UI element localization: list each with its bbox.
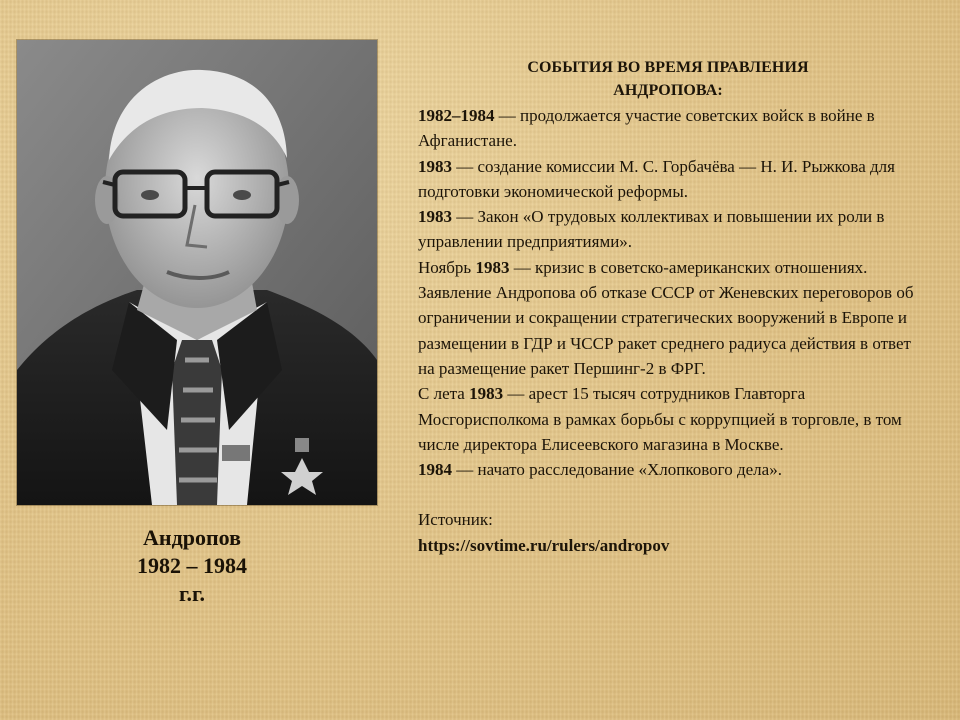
event-date: 1983 xyxy=(418,207,452,227)
caption-years: 1982 – 1984 xyxy=(137,553,247,578)
event-date: 1984 xyxy=(418,460,452,480)
event-text: — продолжается участие советских войск в войне в Афганистане. xyxy=(418,106,875,151)
source-label: Источник: xyxy=(418,510,493,530)
portrait-photo xyxy=(17,40,377,505)
event-date: 1983 xyxy=(469,384,504,404)
event-prefix: Ноябрь xyxy=(418,257,476,277)
event-item xyxy=(418,457,918,482)
event-text: — создание комиссии М. С. Горбачёва — Н. И. Рыжкова для подготовки экономической реформы. xyxy=(418,156,895,201)
event-item xyxy=(418,154,918,205)
portrait-caption xyxy=(92,524,292,608)
event-text: — арест 15 тысяч сотрудников Главторга Мосгорисполкома в рамках борьбы с коррупцией в торговле, в том числе директора Елисеевского магазина в Москве. xyxy=(418,384,902,454)
event-text: — Закон «О трудовых коллективах и повышении их роли в управлении предприятиями». xyxy=(418,207,885,252)
event-text: — кризис в советско-американских отношениях. Заявление Андропова об отказе СССР от Женевских переговоров об ограничении и сокращении стратегических вооружений в Европе и размещении в ГДР и ЧССР ракет среднего радиуса действия в ответ на размещение ракет Першинг-2 в ФРГ. xyxy=(418,257,914,378)
event-date: 1982–1984 xyxy=(418,106,495,125)
event-item xyxy=(418,381,918,457)
spacer xyxy=(418,482,918,507)
event-item xyxy=(418,204,918,255)
events-title xyxy=(418,56,918,102)
events-title-line-2: АНДРОПОВА: xyxy=(613,82,723,99)
event-item xyxy=(418,255,918,381)
event-text: — начато расследование «Хлопкового дела». xyxy=(452,460,782,480)
event-date: 1983 xyxy=(475,257,510,277)
events-title-line-1: СОБЫТИЯ ВО ВРЕМЯ ПРАВЛЕНИЯ xyxy=(527,59,809,76)
caption-name: Андропов xyxy=(143,525,241,550)
caption-suffix: г.г. xyxy=(178,581,206,606)
event-date: 1983 xyxy=(418,156,452,176)
event-item xyxy=(418,103,918,154)
source-url: https://sovtime.ru/rulers/andropov xyxy=(418,535,670,555)
event-prefix: С лета xyxy=(418,384,470,404)
events-text-block xyxy=(418,56,918,558)
